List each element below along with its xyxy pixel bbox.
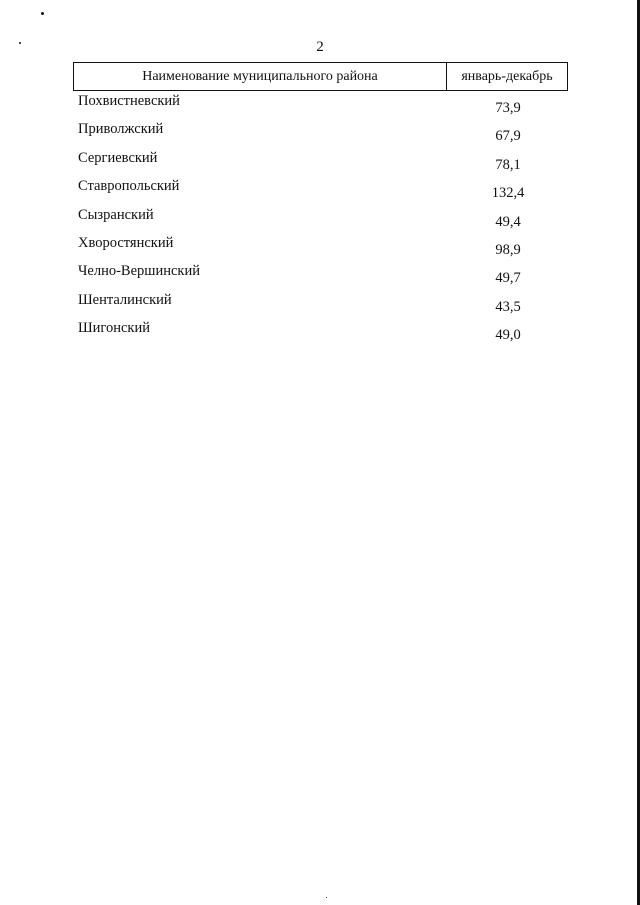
district-name: Шенталинский bbox=[78, 291, 172, 308]
table-row bbox=[0, 149, 640, 177]
district-value: 49,4 bbox=[495, 213, 521, 230]
district-value: 98,9 bbox=[495, 241, 521, 258]
table-row bbox=[0, 120, 640, 148]
table-row bbox=[0, 92, 640, 120]
table-row bbox=[0, 291, 640, 319]
district-name: Сызранский bbox=[78, 206, 154, 223]
district-value: 49,7 bbox=[495, 270, 521, 287]
table-row bbox=[0, 234, 640, 262]
district-name: Приволжский bbox=[78, 121, 164, 138]
district-name: Хворостянский bbox=[78, 234, 174, 251]
table-row bbox=[0, 177, 640, 205]
table-row bbox=[0, 206, 640, 234]
district-name: Шигонский bbox=[78, 320, 150, 337]
district-name: Ставропольский bbox=[78, 178, 180, 195]
district-value: 78,1 bbox=[495, 156, 521, 173]
header-period: январь-декабрь bbox=[461, 68, 553, 84]
table-row bbox=[0, 262, 640, 290]
table-body bbox=[0, 92, 640, 348]
header-municipal-district: Наименование муниципального района bbox=[74, 63, 447, 90]
district-name: Челно-Вершинский bbox=[78, 263, 200, 280]
district-value: 67,9 bbox=[495, 128, 521, 145]
scan-speck bbox=[326, 897, 327, 898]
district-name: Похвистневский bbox=[78, 93, 180, 109]
table-header bbox=[73, 62, 568, 91]
table-row bbox=[0, 319, 640, 347]
district-value: 132,4 bbox=[491, 185, 525, 202]
district-name: Сергиевский bbox=[78, 149, 158, 166]
district-value: 73,9 bbox=[495, 100, 521, 116]
scan-speck bbox=[41, 12, 44, 15]
page-number: 2 bbox=[316, 39, 324, 55]
district-value: 43,5 bbox=[495, 298, 521, 315]
district-value: 49,0 bbox=[495, 327, 521, 344]
